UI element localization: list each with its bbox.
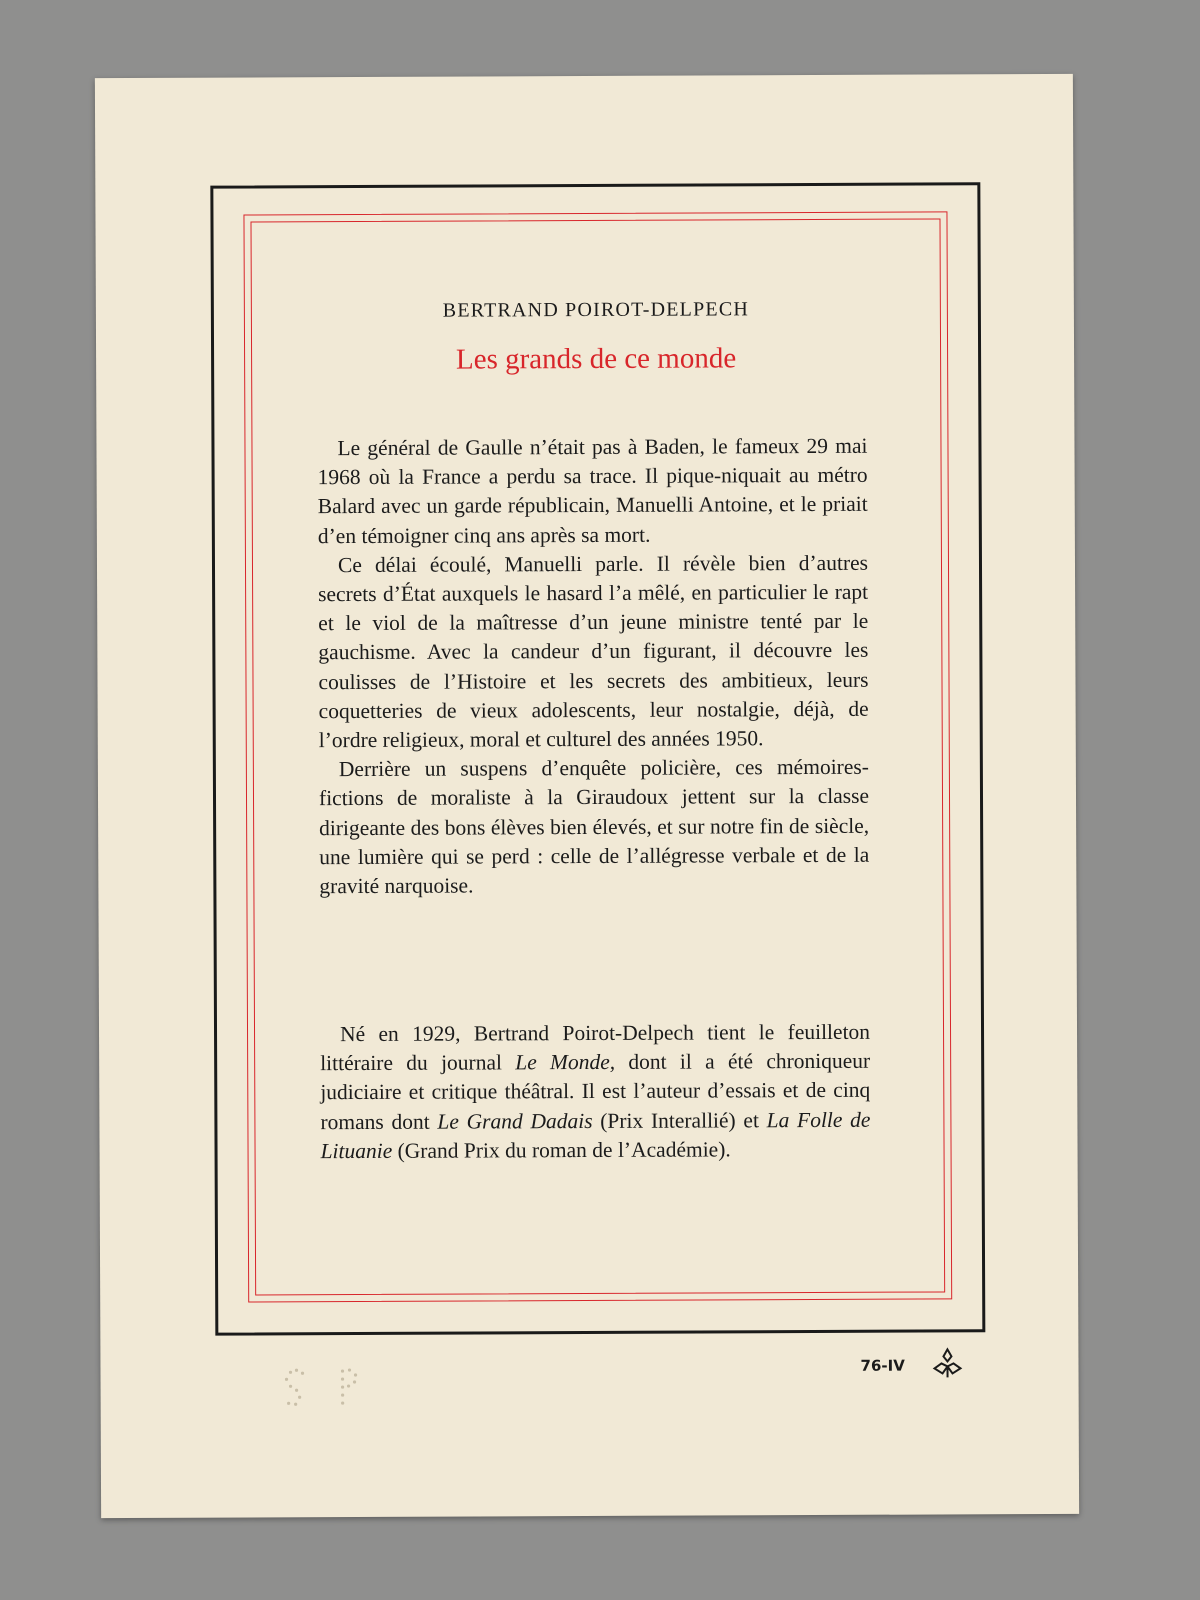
bio-text: Né en 1929, Bertrand Poirot-Delpech tient le feuilleton littéraire du journal (320, 1019, 871, 1076)
bio-text: (Prix Interallié) et (592, 1107, 767, 1133)
bio-text: (Grand Prix du roman de l’Académie). (392, 1137, 731, 1163)
blurb-paragraph: Le général de Gaulle n’était pas à Baden, le fameux 29 mai 1968 où la France a perdu sa trace. Il pique-niquait au métro Balard avec un garde républicain, Manuelli Antoine, et le priait d’en témoigner cinq ans après sa mort. (317, 433, 868, 548)
blurb-text (317, 432, 869, 902)
emboss-mark-icon (280, 1367, 370, 1411)
blurb-paragraph: Derrière un suspens d’enquête policière, ces mémoires-fictions de moraliste à la Giraudoux jettent sur la classe dirigeante des bons élèves bien élevés, et sur notre fin de siècle, une lumière qui se perd : celle de l’allégresse verbale et de la gravité narquoise. (318, 755, 870, 899)
black-frame (210, 182, 985, 1335)
blurb-paragraph: Ce délai écoulé, Manuelli parle. Il révèle bien d’autres secrets d’État auxquels le hasard l’a mêlé, en particulier le rapt et le viol de la maîtresse d’un jeune ministre tenté par le gauchisme. Avec la candeur d’un figurant, il découvre les coulisses de l’Histoire et les secrets des ambitieux, leurs coquetteries de vieux adolescents, leur nostalgie, déjà, de l’ordre religieux, moral et culturel des années 1950. (318, 550, 869, 753)
author-bio (320, 1018, 871, 1166)
bio-journal-title: Le Monde, (515, 1050, 616, 1075)
bio-novel-title: La Folle de Lituanie (320, 1107, 871, 1163)
bio-novel-title: Le Grand Dadais (437, 1108, 593, 1134)
book-title: Les grands de ce monde (455, 342, 737, 376)
book-back-cover (95, 74, 1079, 1518)
author-name: BERTRAND POIROT-DELPECH (442, 298, 750, 322)
publisher-logo-icon (930, 1346, 964, 1380)
bio-text: dont il a été chroniqueur judiciaire et critique théâtral. Il est l’auteur d’essais et de cinq romans dont (320, 1048, 871, 1134)
print-code: 76-IV (860, 1356, 905, 1375)
